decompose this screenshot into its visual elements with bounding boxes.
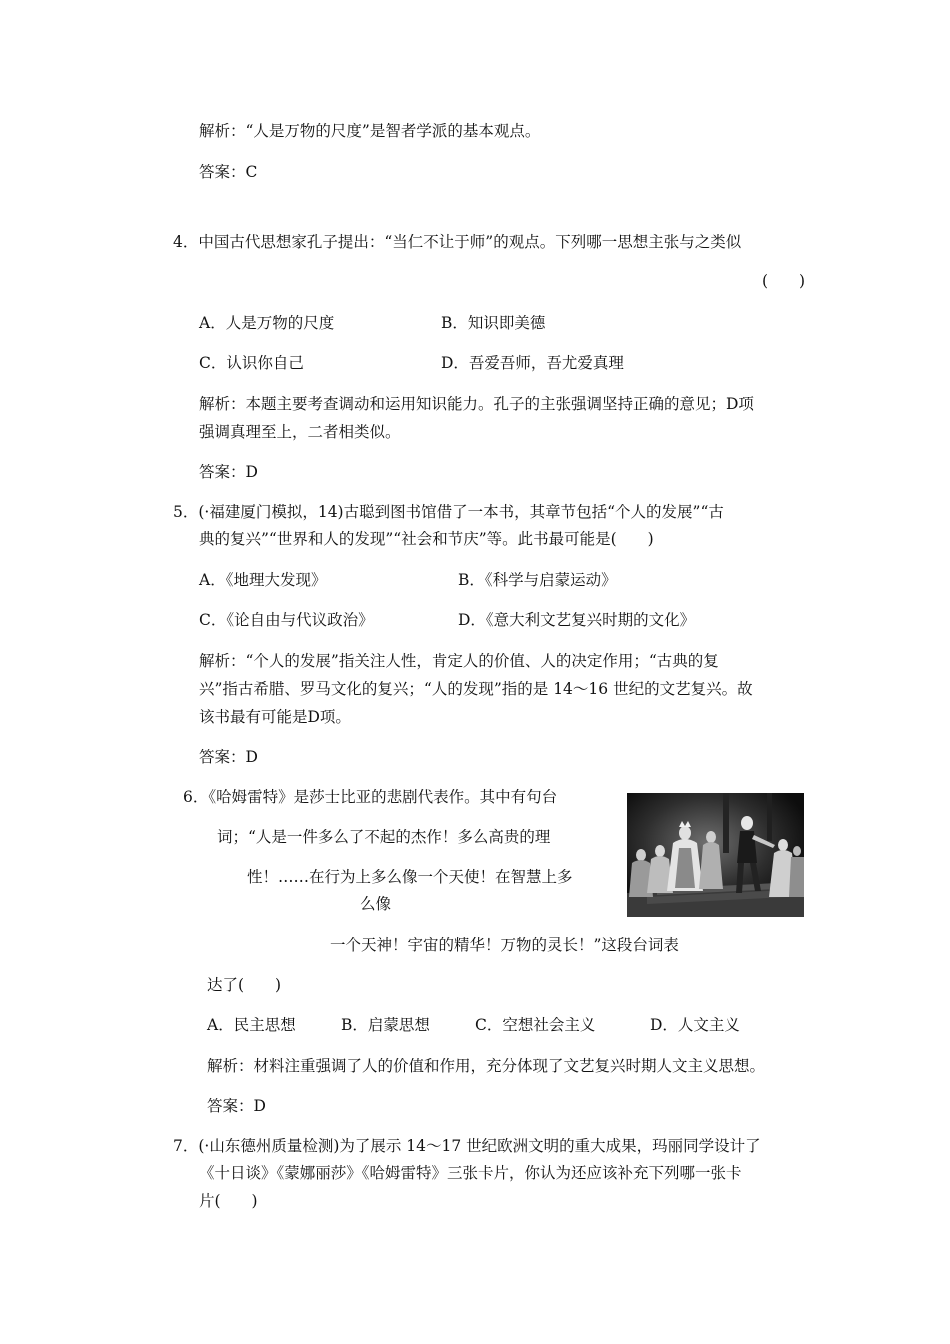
- q4-option-a: A．人是万物的尺度: [199, 314, 335, 332]
- q5-analysis-line3: 该书最有可能是D项。: [199, 708, 351, 726]
- q5-option-b: B．《科学与启蒙运动》: [458, 571, 617, 589]
- q7-stem-line3: 片( ): [199, 1192, 258, 1210]
- hamlet-stage-photo: [627, 793, 804, 917]
- q7-stem-line2: 《十日谈》《蒙娜丽莎》《哈姆雷特》三张卡片，你认为还应该补充下列哪一张卡: [199, 1164, 742, 1182]
- q5-option-c: C．《论自由与代议政治》: [199, 611, 374, 629]
- q3-answer: 答案：C: [199, 163, 258, 181]
- q6-stem-line2: 词；“人是一件多么了不起的杰作！多么高贵的理: [217, 828, 551, 846]
- q6-option-d: D．人文主义: [650, 1016, 740, 1034]
- q6-stem-line4: 么像: [360, 895, 392, 913]
- q4-answer-bracket: ( ): [762, 272, 806, 290]
- q4-option-c: C．认识你自己: [199, 354, 304, 372]
- q3-analysis: 解析：“人是万物的尺度”是智者学派的基本观点。: [199, 122, 541, 140]
- q5-option-a: A．《地理大发现》: [199, 571, 327, 589]
- q7-stem-line1: 7．(·山东德州质量检测)为了展示 14～17 世纪欧洲文明的重大成果，玛丽同学设计了: [173, 1137, 761, 1155]
- q4-analysis-line1: 解析：本题主要考查调动和运用知识能力。孔子的主张强调坚持正确的意见；D项: [199, 395, 754, 413]
- q6-analysis: 解析：材料注重强调了人的价值和作用，充分体现了文艺复兴时期人文主义思想。: [207, 1057, 766, 1075]
- q5-analysis-line2: 兴”指古希腊、罗马文化的复兴；“人的发现”指的是 14～16 世纪的文艺复兴。故: [199, 680, 753, 698]
- q6-stem-line5: 一个天神！宇宙的精华！万物的灵长！”这段台词表: [330, 936, 679, 954]
- q4-analysis-line2: 强调真理至上，二者相类似。: [199, 423, 401, 441]
- q6-option-c: C．空想社会主义: [475, 1016, 596, 1034]
- q6-option-b: B．启蒙思想: [341, 1016, 430, 1034]
- q6-stem-line6: 达了( ): [207, 976, 282, 994]
- q6-answer: 答案：D: [207, 1097, 266, 1115]
- q5-answer: 答案：D: [199, 748, 258, 766]
- q6-option-a: A．民主思想: [207, 1016, 296, 1034]
- hamlet-stage-illustration: [627, 793, 804, 917]
- q6-stem-line3: 性！……在行为上多么像一个天使！在智慧上多: [247, 868, 573, 886]
- q4-option-b: B．知识即美德: [441, 314, 546, 332]
- q5-stem-line1: 5．(·福建厦门模拟，14)古聪到图书馆借了一本书，其章节包括“个人的发展”“古: [173, 503, 724, 521]
- q4-answer: 答案：D: [199, 463, 258, 481]
- q5-stem-line2: 典的复兴”“世界和人的发现”“社会和节庆”等。此书最可能是( ): [199, 530, 654, 548]
- q5-option-d: D．《意大利文艺复兴时期的文化》: [458, 611, 696, 629]
- q4-stem: 4．中国古代思想家孔子提出：“当仁不让于师”的观点。下列哪一思想主张与之类似: [173, 233, 742, 251]
- q4-option-d: D．吾爱吾师，吾尤爱真理: [441, 354, 624, 372]
- q5-analysis-line1: 解析：“个人的发展”指关注人性，肯定人的价值、人的决定作用；“古典的复: [199, 652, 719, 670]
- q6-stem-line1: 6．《哈姆雷特》是莎士比亚的悲剧代表作。其中有句台: [183, 788, 558, 806]
